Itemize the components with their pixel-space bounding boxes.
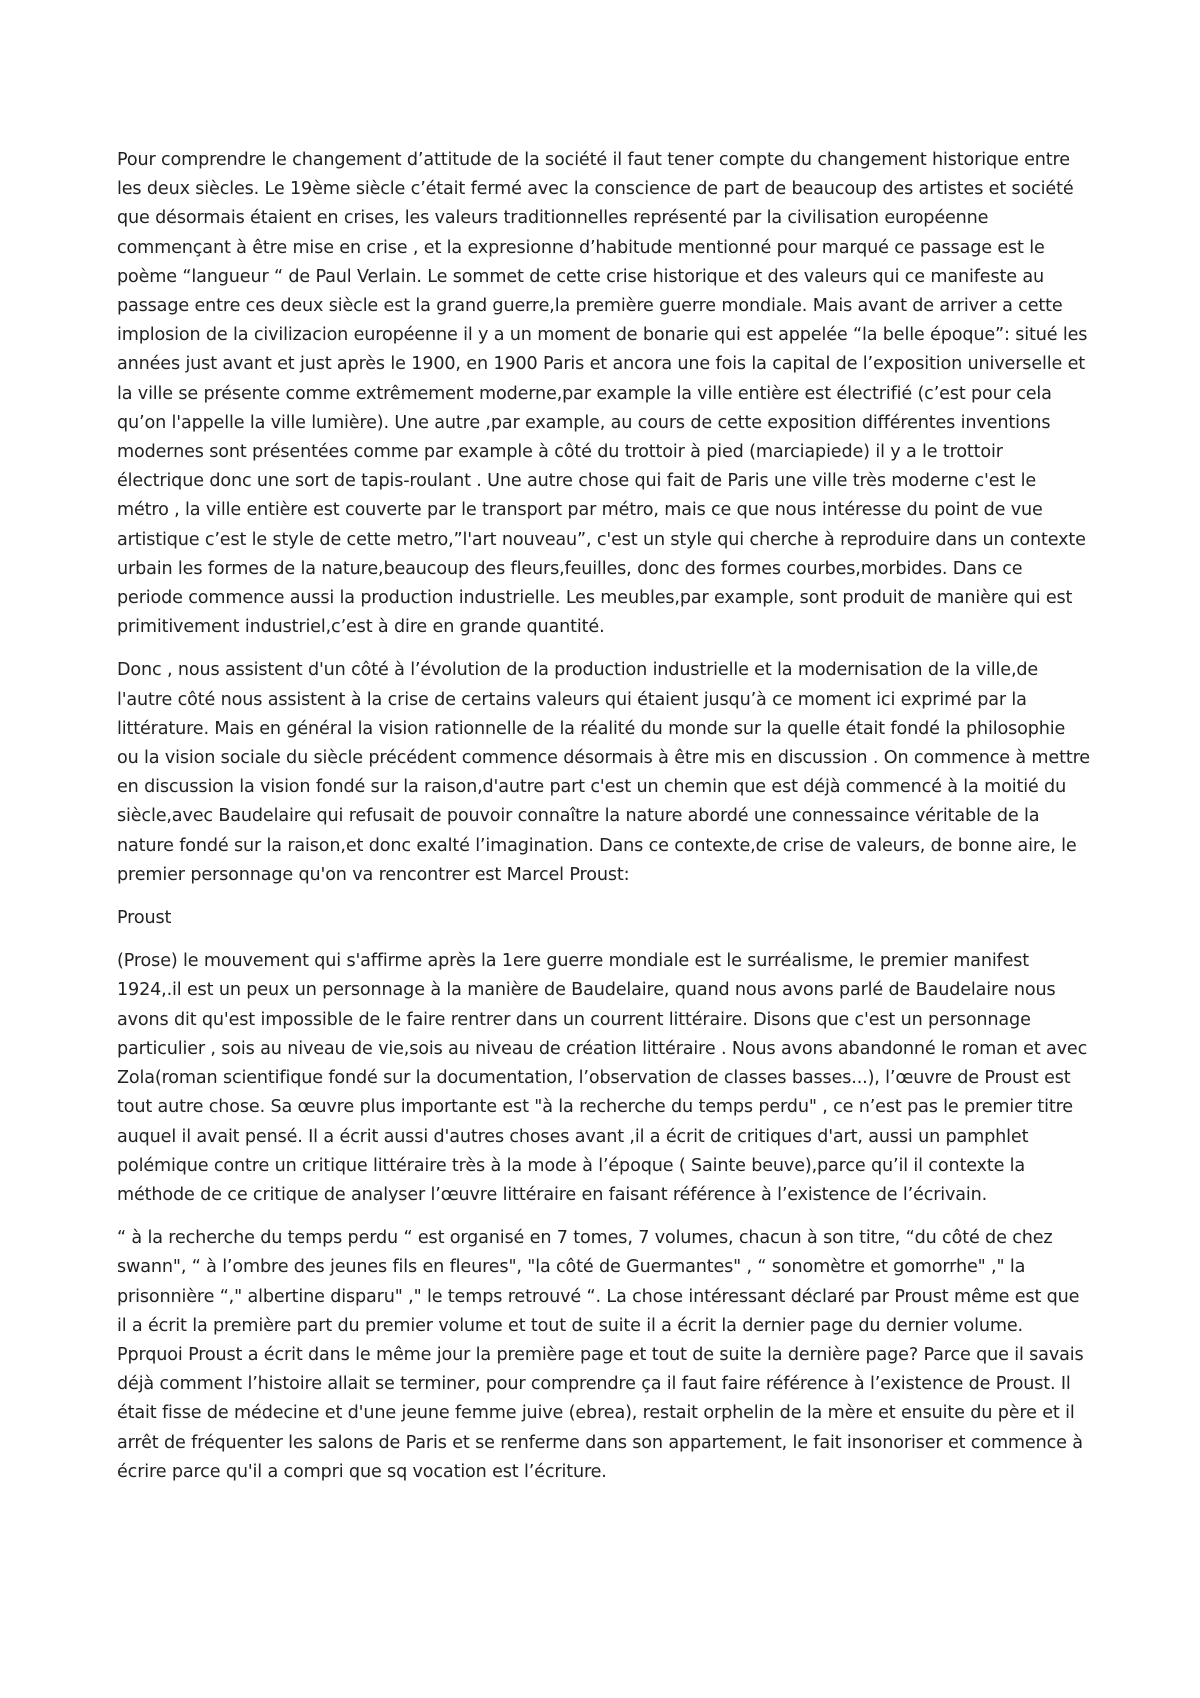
paragraph-proust-intro: (Prose) le mouvement qui s'affirme après la 1ere guerre mondiale est le surréalisme, le premier manifest 1924,.il est un peux un personnage à la manière de Baudelaire, quand nous avons parlé de Baudelaire nous avons dit qu'est impossible de le faire rentrer dans un courrent littéraire. Disons que c'est un personnage particulier , sois au niveau de vie,sois au niveau de création littéraire . Nous avons abandonné le roman et avec Zola(roman scientifique fondé sur la documentation, l’observation de classes basses...), l’œuvre de Proust est tout autre chose. Sa œuvre plus importante est "à la recherche du temps perdu" , ce n’est pas le premier titre auquel il avait pensé. Il a écrit aussi d'autres choses avant ,il a écrit de critiques d'art, aussi un pamphlet polémique contre un critique littéraire très à la mode à l’époque ( Sainte beuve),parce qu’il il contexte la méthode de ce critique de analyser l’œuvre littéraire en faisant référence à l’existence de l’écrivain. — [117, 951, 1088, 1205]
document-body — [117, 146, 1092, 1501]
paragraph-belle-epoque: Pour comprendre le changement d’attitude de la société il faut tener compte du changement historique entre les deux siècles. Le 19ème siècle c’était fermé avec la conscience de part de beaucoup des artistes et société que désormais étaient en crises, les valeurs traditionnelles représenté par la civilisation européenne commençant à être mise en crise , et la expresionne d’habitude mentionné pour marqué ce passage est le poème “langueur “ de Paul Verlain. Le sommet de cette crise historique et des valeurs qui ce manifeste au passage entre ces deux siècle est la grand guerre,la première guerre mondiale. Mais avant de arriver a cette implosion de la civilizacion européenne il y a un moment de bonarie qui est appelée “la belle époque”: situé les années just avant et just après le 1900, en 1900 Paris et ancora une fois la capital de l’exposition universelle et la ville se présente comme extrêmement moderne,par example la ville entière est électrifié (c’est pour cela qu’on l'appelle la ville lumière). Une autre ,par example, au cours de cette exposition différentes inventions modernes sont présentées comme par example à côté du trottoir à pied (marciapiede) il y a le trottoir électrique donc une sort de tapis-roulant . Une autre chose qui fait de Paris une ville très moderne c'est le métro , la ville entière est couverte par le transport par métro, mais ce que nous intéresse du point de vue artistique c’est le style de cette metro,”l'art nouveau”, c'est un style qui cherche à reproduire dans un contexte urbain les formes de la nature,beaucoup des fleurs,feuilles, donc des formes courbes,morbides. Dans ce periode commence aussi la production industrielle. Les meubles,par example, sont produit de manière qui est primitivement industriel,c’est à dire en grande quantité. — [117, 150, 1088, 638]
paragraph-recherche-temps-perdu: “ à la recherche du temps perdu “ est organisé en 7 tomes, 7 volumes, chacun à son titre, “du côté de chez swann", “ à l’ombre des jeunes fils en fleures", "la côté de Guermantes" , “ sonomètre et gomorrhe" ," la prisonnière “," albertine disparu" ," le temps retrouvé “. La chose intéressant déclaré par Proust même est que il a écrit la première part du premier volume et tout de suite il a écrit la dernier page du dernier volume. Pprquoi Proust a écrit dans le même jour la première page et tout de suite la dernière page? Parce que il savais déjà comment l’histoire allait se terminer, pour comprendre ça il faut faire référence à l’existence de Proust. Il était fisse de médecine et d'une jeune femme juive (ebrea), restait orphelin de la mère et ensuite du père et il arrêt de fréquenter les salons de Paris et se renferme dans son appartement, le fait insonoriser et commence à écrire parce qu'il a compri que sq vocation est l’écriture. — [117, 1228, 1084, 1482]
paragraph-crise-valeurs: Donc , nous assistent d'un côté à l’évolution de la production industrielle et la modernisation de la ville,de l'autre côté nous assistent à la crise de certains valeurs qui étaient jusqu’à ce moment ici exprimé par la littérature. Mais en général la vision rationnelle de la réalité du monde sur la quelle était fondé la philosophie ou la vision sociale du siècle précédent commence désormais à être mis en discussion . On commence à mettre en discussion la vision fondé sur la raison,d'autre part c'est un chemin que est déjà commencé à la moitié du siècle,avec Baudelaire qui refusait de pouvoir connaître la nature abordé une connessaince véritable de la nature fondé sur la raison,et donc exalté l’imagination. Dans ce contexte,de crise de valeurs, de bonne aire, le premier personnage qu'on va rencontrer est Marcel Proust: — [117, 660, 1090, 885]
section-heading-proust: Proust — [117, 908, 172, 929]
